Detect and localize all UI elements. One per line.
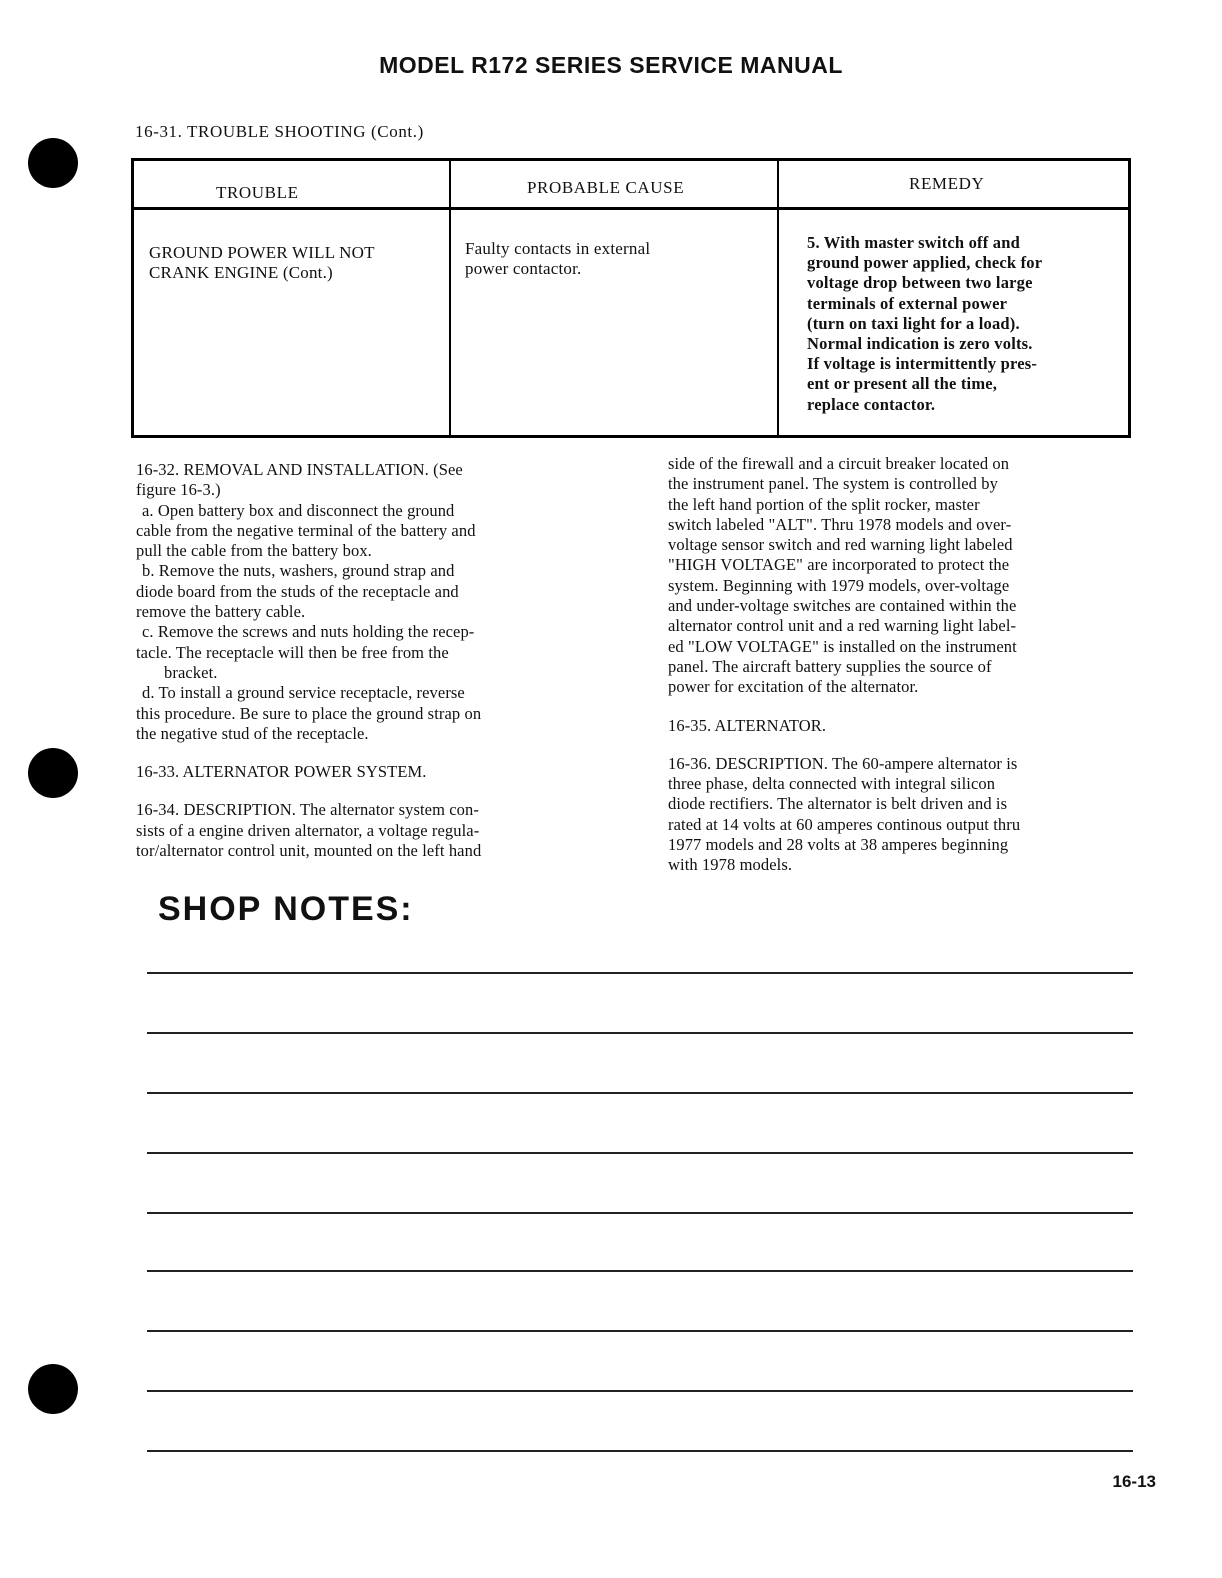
- text-line: the left hand portion of the split rocker, master: [668, 494, 980, 514]
- text-line: sists of a engine driven alternator, a voltage regula-: [136, 820, 480, 840]
- para-16-32: [136, 460, 616, 501]
- note-line: [147, 1032, 1133, 1034]
- left-column: [136, 460, 616, 861]
- page-number: 16-13: [1112, 1472, 1156, 1491]
- text-line: 16-32. REMOVAL AND INSTALLATION. (See: [136, 460, 463, 479]
- para-16-34-continued: [668, 454, 1158, 698]
- text-line: the negative stud of the receptacle.: [136, 723, 369, 743]
- binder-hole-top: [28, 138, 78, 188]
- note-line: [147, 1450, 1133, 1452]
- note-line: [147, 1212, 1133, 1214]
- trouble-cell: [149, 243, 375, 283]
- remedy-line: ground power applied, check for: [807, 253, 1043, 273]
- page-title: MODEL R172 SERIES SERVICE MANUAL: [379, 52, 843, 78]
- remedy-line: voltage drop between two large: [807, 273, 1033, 293]
- note-line: [147, 1152, 1133, 1154]
- text-line: 16-36. DESCRIPTION. The 60-ampere alternator is: [668, 753, 1018, 773]
- remedy-line: Normal indication is zero volts.: [807, 334, 1033, 354]
- text-line: ed "LOW VOLTAGE" is installed on the instrument: [668, 636, 1017, 656]
- text-line: diode rectifiers. The alternator is belt driven and is: [668, 794, 1008, 814]
- binder-hole-middle: [28, 748, 78, 798]
- note-line: [147, 1390, 1133, 1392]
- note-line: [147, 1330, 1133, 1332]
- text-line: 16-35. ALTERNATOR.: [668, 715, 827, 735]
- text-line: d. To install a ground service receptacle, reverse: [142, 683, 465, 703]
- step-a: [136, 501, 616, 521]
- text-line: switch labeled "ALT". Thru 1978 models and over-: [668, 514, 1012, 534]
- text-line: three phase, delta connected with integral silicon: [668, 774, 996, 794]
- text-line: bracket.: [164, 662, 218, 682]
- para-16-33: [136, 762, 616, 782]
- text-line: and under-voltage switches are contained within the: [668, 596, 1017, 616]
- text-line: a. Open battery box and disconnect the ground: [142, 500, 455, 520]
- step-c: [136, 622, 616, 642]
- text-line: c. Remove the screws and nuts holding the recep-: [142, 622, 475, 642]
- section-heading: 16-31. TROUBLE SHOOTING (Cont.): [135, 122, 424, 141]
- step-d: [136, 683, 616, 703]
- table-header-rule: [134, 207, 1128, 210]
- note-line: [147, 1270, 1133, 1272]
- table-divider: [777, 161, 779, 435]
- note-line: [147, 1092, 1133, 1094]
- text-line: cable from the negative terminal of the battery and: [136, 520, 476, 540]
- text-line: tacle. The receptacle will then be free from the: [136, 642, 449, 662]
- step-c-cont: [136, 643, 616, 663]
- text-line: panel. The aircraft battery supplies the source of: [668, 656, 992, 676]
- text-line: b. Remove the nuts, washers, ground strap and: [142, 561, 455, 581]
- header-remedy: REMEDY: [909, 174, 985, 193]
- trouble-shooting-table: [131, 158, 1131, 438]
- text-line: power for excitation of the alternator.: [668, 677, 919, 697]
- text-line: figure 16-3.): [136, 480, 221, 500]
- cause-line: power contactor.: [465, 259, 582, 279]
- remedy-line: 5. With master switch off and: [807, 233, 1020, 252]
- table-divider: [449, 161, 451, 435]
- text-line: voltage sensor switch and red warning light labeled: [668, 535, 1013, 555]
- text-line: this procedure. Be sure to place the ground strap on: [136, 703, 482, 723]
- text-line: tor/alternator control unit, mounted on the left hand: [136, 841, 482, 861]
- trouble-line: CRANK ENGINE (Cont.): [149, 263, 333, 283]
- step-a-cont: [136, 521, 616, 562]
- text-line: 16-33. ALTERNATOR POWER SYSTEM.: [136, 762, 427, 782]
- remedy-cell: [807, 233, 1042, 415]
- para-16-34: [136, 800, 616, 861]
- text-line: rated at 14 volts at 60 amperes continous output thru: [668, 814, 1021, 834]
- header-probable-cause: PROBABLE CAUSE: [527, 178, 685, 197]
- text-line: 1977 models and 28 volts at 38 amperes beginning: [668, 835, 1009, 855]
- text-line: with 1978 models.: [668, 855, 793, 875]
- text-line: 16-34. DESCRIPTION. The alternator system con-: [136, 800, 479, 820]
- step-b-cont: [136, 582, 616, 623]
- right-column: [668, 454, 1158, 876]
- text-line: "HIGH VOLTAGE" are incorporated to protect the: [668, 555, 1010, 575]
- text-line: alternator control unit and a red warning light label-: [668, 616, 1017, 636]
- step-c-end: [136, 663, 616, 683]
- remedy-line: terminals of external power: [807, 293, 1008, 313]
- remedy-line: ent or present all the time,: [807, 374, 998, 394]
- binder-hole-bottom: [28, 1364, 78, 1414]
- remedy-line: If voltage is intermittently pres-: [807, 354, 1038, 374]
- trouble-line: GROUND POWER WILL NOT: [149, 243, 375, 262]
- step-d-cont: [136, 704, 616, 745]
- text-line: pull the cable from the battery box.: [136, 541, 372, 561]
- text-line: system. Beginning with 1979 models, over-voltage: [668, 575, 1010, 595]
- text-line: the instrument panel. The system is controlled by: [668, 474, 998, 494]
- remedy-line: (turn on taxi light for a load).: [807, 313, 1020, 333]
- text-line: diode board from the studs of the receptacle and: [136, 581, 459, 601]
- para-16-35: [668, 716, 1158, 736]
- cause-line: Faulty contacts in external: [465, 239, 651, 258]
- shop-notes-title: SHOP NOTES:: [158, 890, 414, 928]
- para-16-36: [668, 754, 1158, 876]
- step-b: [136, 561, 616, 581]
- note-line: [147, 972, 1133, 974]
- header-trouble: TROUBLE: [216, 183, 299, 202]
- text-line: side of the firewall and a circuit breaker located on: [668, 454, 1010, 473]
- remedy-line: replace contactor.: [807, 394, 936, 414]
- text-line: remove the battery cable.: [136, 602, 306, 622]
- cause-cell: [465, 239, 650, 279]
